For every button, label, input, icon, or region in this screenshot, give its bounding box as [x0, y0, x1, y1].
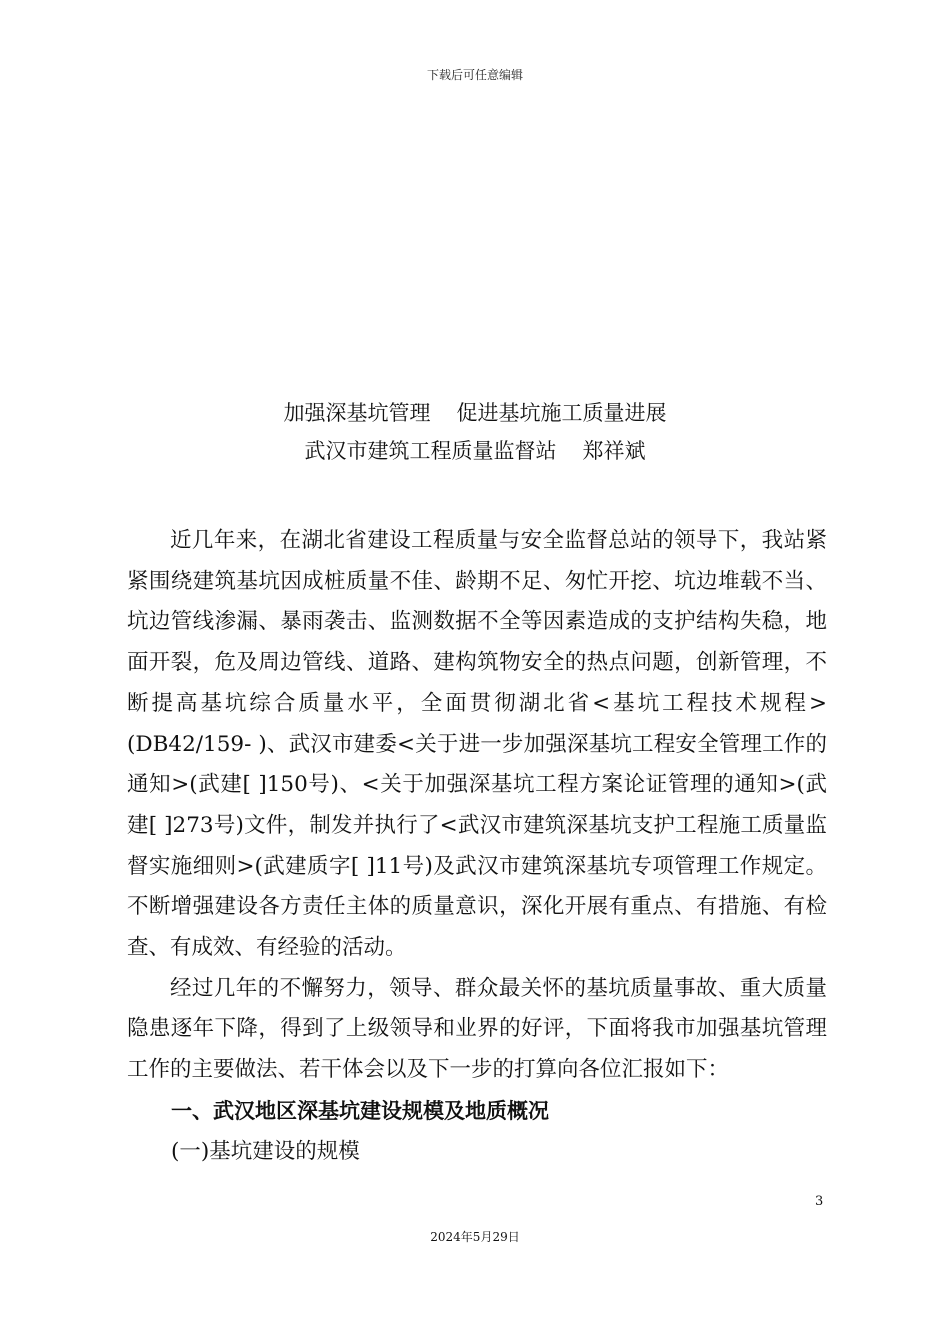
body-paragraph-2: 经过几年的不懈努力，领导、群众最关怀的基坑质量事故、重大质量隐患逐年下降，得到了上级领导和业界的好评，下面将我市加强基坑管理工作的主要做法、若干体会以及下一步的打算向各位汇报如下：	[127, 975, 827, 1083]
author-organization: 武汉市建筑工程质量监督站	[304, 439, 557, 463]
page-footer-date: 2024年5月29日	[430, 1230, 520, 1244]
author-name: 郑祥斌	[582, 439, 646, 463]
page-number: 3	[815, 1194, 824, 1209]
author-line	[0, 432, 950, 470]
title-part-1: 加强深基坑管理	[283, 401, 431, 425]
subsection-heading: (一)基坑建设的规模	[171, 1138, 360, 1164]
document-body	[127, 521, 827, 1172]
page-header: 下载后可任意编辑	[426, 68, 523, 82]
title-part-2: 促进基坑施工质量进展	[456, 401, 667, 425]
title-block	[0, 394, 950, 470]
document-title	[0, 394, 950, 432]
section-heading: 一、武汉地区深基坑建设规模及地质概况	[171, 1098, 549, 1123]
body-paragraph-1: 近几年来，在湖北省建设工程质量与安全监督总站的领导下，我站紧紧围绕建筑基坑因成桩质量不佳、龄期不足、匆忙开挖、坑边堆载不当、坑边管线渗漏、暴雨袭击、监测数据不全等因素造成的支护结构失稳，地面开裂，危及周边管线、道路、建构筑物安全的热点问题，创新管理，不断提高基坑综合质量水平，全面贯彻湖北省<基坑工程技术规程>(DB42/159- )、武汉市建委<关于进一步加强深基坑工程安全管理工作的通知>(武建[ ]150号)、<关于加强深基坑工程方案论证管理的通知>(武建[ ]273号)文件，制发并执行了<武汉市建筑深基坑支护工程施工质量监督实施细则>(武建质字[ ]11号)及武汉市建筑深基坑专项管理工作规定。不断增强建设各方责任主体的质量意识，深化开展有重点、有措施、有检查、有成效、有经验的活动。	[127, 528, 827, 961]
